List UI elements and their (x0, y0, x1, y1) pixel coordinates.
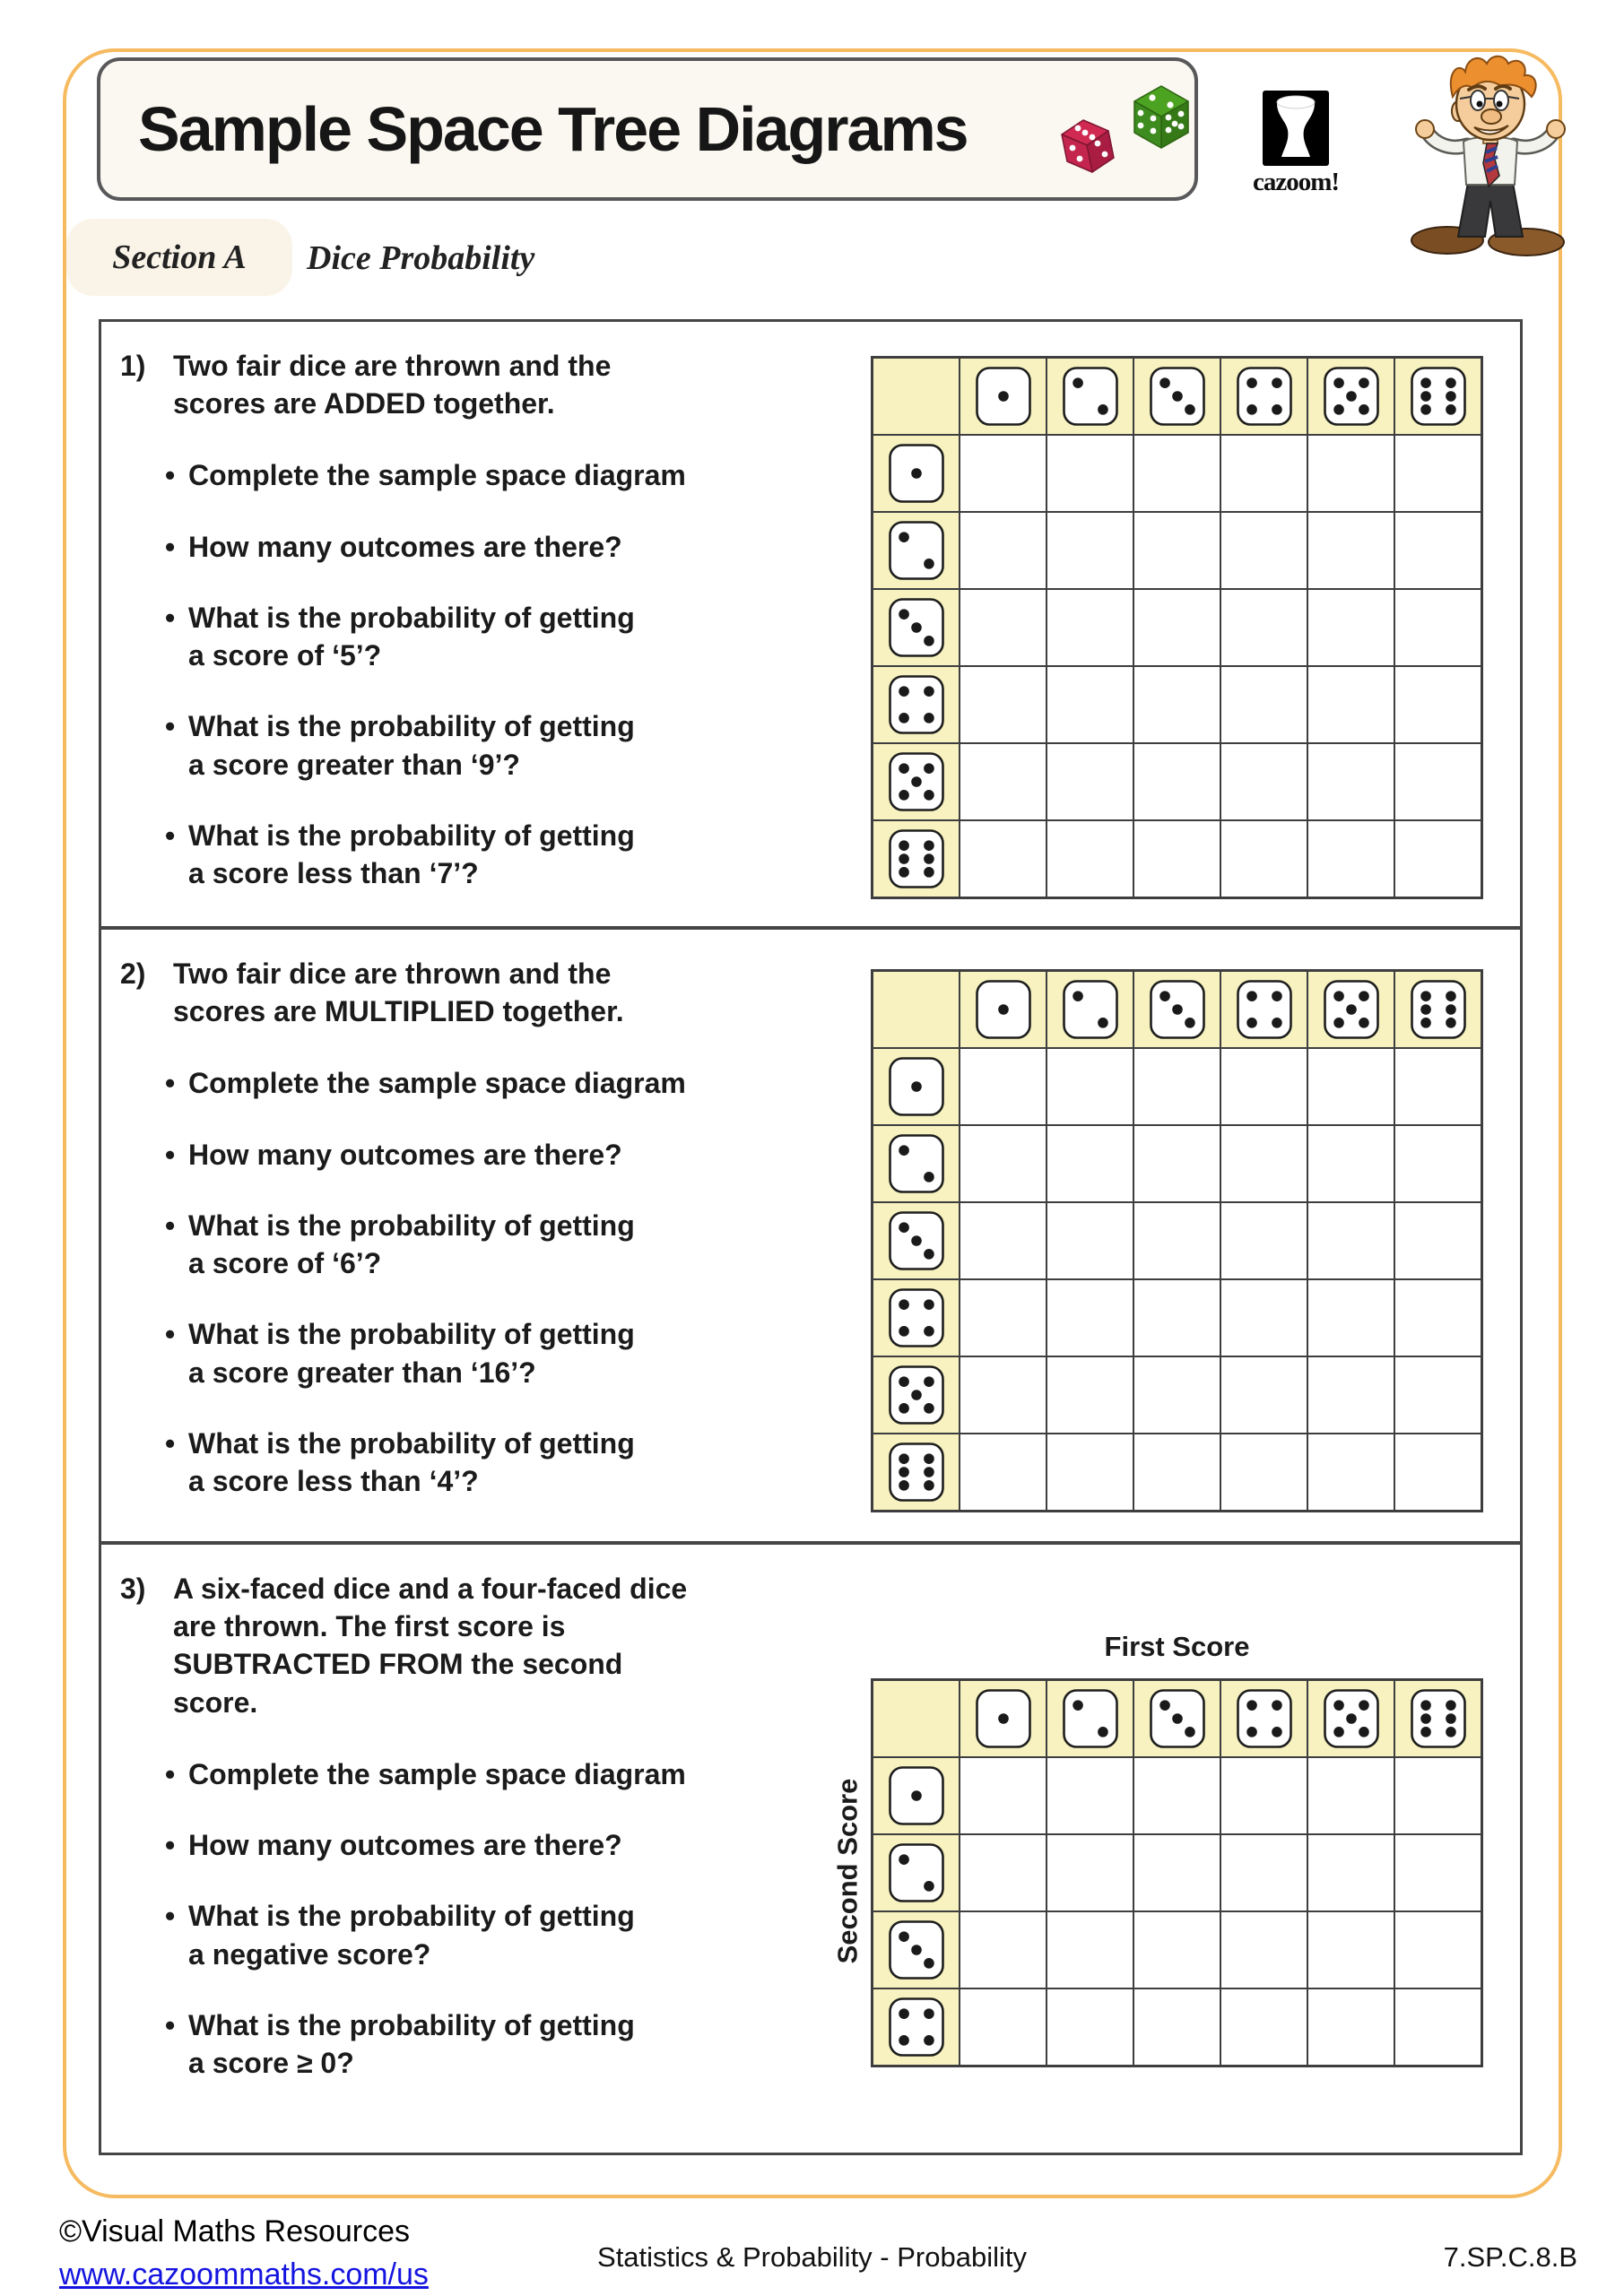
grid-corner-cell (873, 358, 960, 435)
answer-cell[interactable] (1220, 1125, 1307, 1202)
answer-cell[interactable] (1394, 589, 1481, 666)
answer-cell[interactable] (1220, 1048, 1307, 1125)
column-header-die-1 (960, 358, 1046, 435)
question-3 (101, 1541, 1520, 2153)
column-header-die-6 (1394, 971, 1481, 1048)
answer-cell[interactable] (1220, 589, 1307, 666)
bullet-item: • How many outcomes are there? (165, 1826, 703, 1864)
column-header-die-1 (960, 1680, 1046, 1757)
answer-cell[interactable] (1394, 666, 1481, 743)
answer-cell[interactable] (1046, 1202, 1133, 1279)
answer-cell[interactable] (1394, 820, 1481, 897)
answer-cell[interactable] (1220, 820, 1307, 897)
bullet-item: • What is the probability of getting a score greater than ‘9’? (165, 707, 703, 783)
die-face-2-icon (1063, 1689, 1118, 1748)
row-header-die-3 (873, 1202, 960, 1279)
question-intro: Two fair dice are thrown and the scores are MULTIPLIED together. (173, 957, 624, 1028)
question-3-bullets (165, 1755, 730, 2082)
die-face-1-icon (889, 444, 944, 503)
answer-cell[interactable] (1133, 1988, 1220, 2066)
die-face-2-icon (1063, 367, 1118, 426)
question-intro: Two fair dice are thrown and the scores are ADDED together. (173, 350, 612, 420)
answer-cell[interactable] (1046, 1911, 1133, 1988)
question-3-text (120, 1570, 730, 2115)
sample-space-table (871, 356, 1483, 899)
grid-corner-cell (873, 1680, 960, 1757)
die-face-6-icon (1411, 1689, 1466, 1748)
section-label: Section A (112, 238, 247, 276)
answer-cell[interactable] (1133, 1434, 1220, 1511)
answer-cell[interactable] (1220, 1988, 1307, 2066)
column-header-die-6 (1394, 358, 1481, 435)
row-header-die-5 (873, 743, 960, 820)
answer-cell[interactable] (1133, 1757, 1220, 1834)
cartoon-character (1401, 52, 1580, 258)
cazoom-logo (1241, 90, 1350, 197)
die-face-2-icon (889, 521, 944, 580)
answer-cell[interactable] (1220, 435, 1307, 512)
answer-cell[interactable] (1307, 820, 1394, 897)
die-face-3-icon (1150, 367, 1205, 426)
grid-corner-cell (873, 971, 960, 1048)
answer-cell[interactable] (1133, 435, 1220, 512)
answer-cell[interactable] (1046, 1757, 1133, 1834)
row-header-die-2 (873, 512, 960, 589)
die-face-3-icon (889, 598, 944, 657)
djembe-drum-icon (1262, 90, 1330, 167)
answer-cell[interactable] (1133, 1202, 1220, 1279)
die-face-5-icon (1324, 1689, 1379, 1748)
answer-cell[interactable] (1220, 1834, 1307, 1911)
answer-cell[interactable] (1046, 1434, 1133, 1511)
row-header-die-1 (873, 435, 960, 512)
answer-cell[interactable] (960, 589, 1046, 666)
column-header-die-5 (1307, 971, 1394, 1048)
answer-cell[interactable] (1133, 1356, 1220, 1434)
answer-cell[interactable] (1307, 435, 1394, 512)
answer-cell[interactable] (960, 435, 1046, 512)
answer-cell[interactable] (1307, 589, 1394, 666)
row-header-die-6 (873, 820, 960, 897)
answer-cell[interactable] (1394, 1279, 1481, 1356)
answer-cell[interactable] (1307, 1048, 1394, 1125)
answer-cell[interactable] (1046, 435, 1133, 512)
answer-cell[interactable] (1307, 1988, 1394, 2066)
answer-cell[interactable] (1133, 1911, 1220, 1988)
column-header-die-2 (1046, 1680, 1133, 1757)
question-2-text (120, 955, 730, 1533)
answer-cell[interactable] (1307, 1202, 1394, 1279)
answer-cell[interactable] (1046, 1356, 1133, 1434)
die-face-6-icon (1411, 980, 1466, 1039)
die-face-2-icon (1063, 980, 1118, 1039)
sample-space-grid-1 (871, 356, 1483, 899)
sample-space-table (871, 1678, 1483, 2067)
column-header-die-2 (1046, 358, 1133, 435)
answer-cell[interactable] (1394, 1202, 1481, 1279)
row-header-die-1 (873, 1048, 960, 1125)
answer-cell[interactable] (1046, 589, 1133, 666)
website-link[interactable]: www.cazoommaths.com/us (59, 2257, 429, 2292)
answer-cell[interactable] (1220, 1202, 1307, 1279)
row-header-die-2 (873, 1125, 960, 1202)
question-number: 3) (120, 1573, 146, 1605)
answer-cell[interactable] (1307, 743, 1394, 820)
first-score-axis-label: First Score (1104, 1631, 1250, 1662)
answer-cell[interactable] (1133, 1125, 1220, 1202)
column-header-die-1 (960, 971, 1046, 1048)
question-1 (101, 322, 1520, 926)
copyright-text: ©Visual Maths Resources (59, 2214, 411, 2248)
die-face-1-icon (976, 1689, 1031, 1748)
die-face-5-icon (1324, 367, 1379, 426)
answer-cell[interactable] (1394, 1911, 1481, 1988)
bullet-item: • What is the probability of getting a score of ‘6’? (165, 1207, 703, 1282)
answer-cell[interactable] (1307, 1911, 1394, 1988)
page-title: Sample Space Tree Diagrams (138, 94, 968, 164)
bullet-item: • Complete the sample space diagram (165, 1064, 703, 1102)
row-header-die-3 (873, 589, 960, 666)
answer-cell[interactable] (1394, 1434, 1481, 1511)
answer-cell[interactable] (1046, 743, 1133, 820)
answer-cell[interactable] (1394, 1757, 1481, 1834)
question-1-bullets (165, 456, 730, 892)
answer-cell[interactable] (960, 1279, 1046, 1356)
two-dice-icon (1040, 74, 1220, 192)
die-face-6-icon (889, 1443, 944, 1502)
answer-cell[interactable] (1133, 820, 1220, 897)
answer-cell[interactable] (960, 1757, 1046, 1834)
die-face-1-icon (889, 1766, 944, 1825)
column-header-die-3 (1133, 1680, 1220, 1757)
answer-cell[interactable] (1133, 1834, 1220, 1911)
answer-cell[interactable] (960, 666, 1046, 743)
sample-space-grid-2 (871, 969, 1483, 1512)
die-face-3-icon (889, 1211, 944, 1270)
answer-cell[interactable] (1046, 1125, 1133, 1202)
answer-cell[interactable] (1046, 1048, 1133, 1125)
bullet-item: • How many outcomes are there? (165, 528, 703, 566)
die-face-5-icon (1324, 980, 1379, 1039)
answer-cell[interactable] (1220, 1757, 1307, 1834)
die-face-3-icon (1150, 980, 1205, 1039)
answer-cell[interactable] (1133, 666, 1220, 743)
answer-cell[interactable] (1220, 1356, 1307, 1434)
sample-space-table (871, 969, 1483, 1512)
answer-cell[interactable] (1394, 1356, 1481, 1434)
die-face-1-icon (889, 1057, 944, 1116)
section-label-pill (66, 219, 292, 296)
answer-cell[interactable] (960, 1434, 1046, 1511)
answer-cell[interactable] (1307, 1356, 1394, 1434)
answer-cell[interactable] (1220, 666, 1307, 743)
answer-cell[interactable] (1133, 589, 1220, 666)
row-header-die-6 (873, 1434, 960, 1511)
bullet-item: • Complete the sample space diagram (165, 1755, 703, 1793)
bullet-item: • What is the probability of getting a score less than ‘7’? (165, 817, 703, 892)
die-face-4-icon (889, 675, 944, 734)
questions-panel (99, 319, 1523, 2155)
answer-cell[interactable] (1046, 512, 1133, 589)
answer-cell[interactable] (960, 1911, 1046, 1988)
answer-cell[interactable] (1394, 435, 1481, 512)
die-face-1-icon (976, 980, 1031, 1039)
answer-cell[interactable] (1394, 512, 1481, 589)
answer-cell[interactable] (960, 1125, 1046, 1202)
answer-cell[interactable] (1046, 820, 1133, 897)
cazoom-logo-text: cazoom! (1252, 168, 1340, 196)
answer-cell[interactable] (1046, 1834, 1133, 1911)
bullet-item: • How many outcomes are there? (165, 1136, 703, 1174)
footer-standard-code: 7.SP.C.8.B (1443, 2241, 1577, 2273)
die-face-4-icon (889, 1997, 944, 2057)
answer-cell[interactable] (1133, 743, 1220, 820)
answer-cell[interactable] (960, 1356, 1046, 1434)
die-face-6-icon (1411, 367, 1466, 426)
column-header-die-6 (1394, 1680, 1481, 1757)
column-header-die-3 (1133, 358, 1220, 435)
die-face-2-icon (889, 1843, 944, 1902)
question-number: 2) (120, 957, 146, 990)
question-number: 1) (120, 350, 146, 382)
answer-cell[interactable] (1307, 1757, 1394, 1834)
answer-cell[interactable] (1220, 743, 1307, 820)
die-face-5-icon (889, 752, 944, 811)
die-face-1-icon (976, 367, 1031, 426)
row-header-die-2 (873, 1834, 960, 1911)
answer-cell[interactable] (960, 512, 1046, 589)
answer-cell[interactable] (1307, 512, 1394, 589)
answer-cell[interactable] (1307, 1834, 1394, 1911)
answer-cell[interactable] (960, 743, 1046, 820)
answer-cell[interactable] (1133, 1279, 1220, 1356)
answer-cell[interactable] (960, 1048, 1046, 1125)
die-face-4-icon (1237, 367, 1292, 426)
answer-cell[interactable] (1394, 1125, 1481, 1202)
column-header-die-4 (1220, 1680, 1307, 1757)
title-banner (97, 57, 1340, 201)
sample-space-grid-3 (871, 1678, 1483, 2067)
answer-cell[interactable] (1133, 512, 1220, 589)
die-face-3-icon (1150, 1689, 1205, 1748)
die-face-4-icon (889, 1288, 944, 1347)
second-score-axis-label: Second Score (831, 1778, 863, 1964)
question-2-bullets (165, 1064, 730, 1500)
answer-cell[interactable] (1307, 1434, 1394, 1511)
answer-cell[interactable] (960, 1202, 1046, 1279)
answer-cell[interactable] (1394, 1048, 1481, 1125)
question-intro: A six-faced dice and a four-faced dice are thrown. The first score is SUBTRACTED FROM the second score. (173, 1573, 688, 1719)
column-header-die-4 (1220, 358, 1307, 435)
answer-cell[interactable] (1307, 1279, 1394, 1356)
bullet-item: • What is the probability of getting a score ≥ 0? (165, 2006, 703, 2082)
die-face-3-icon (889, 1920, 944, 1980)
column-header-die-5 (1307, 1680, 1394, 1757)
row-header-die-4 (873, 1279, 960, 1356)
die-face-2-icon (889, 1134, 944, 1193)
column-header-die-2 (1046, 971, 1133, 1048)
answer-cell[interactable] (1046, 1279, 1133, 1356)
answer-cell[interactable] (1394, 1834, 1481, 1911)
answer-cell[interactable] (960, 1834, 1046, 1911)
column-header-die-5 (1307, 358, 1394, 435)
die-face-6-icon (889, 829, 944, 888)
question-1-text (120, 347, 730, 925)
die-face-4-icon (1237, 1689, 1292, 1748)
answer-cell[interactable] (1220, 1911, 1307, 1988)
answer-cell[interactable] (1220, 1434, 1307, 1511)
answer-cell[interactable] (1307, 1125, 1394, 1202)
bullet-item: • What is the probability of getting a score greater than ‘16’? (165, 1315, 703, 1391)
question-2 (101, 926, 1520, 1541)
bullet-item: • What is the probability of getting a score less than ‘4’? (165, 1425, 703, 1500)
row-header-die-4 (873, 1988, 960, 2066)
column-header-die-4 (1220, 971, 1307, 1048)
answer-cell[interactable] (960, 820, 1046, 897)
row-header-die-4 (873, 666, 960, 743)
row-header-die-5 (873, 1356, 960, 1434)
answer-cell[interactable] (960, 1988, 1046, 2066)
row-header-die-3 (873, 1911, 960, 1988)
answer-cell[interactable] (1046, 666, 1133, 743)
row-header-die-1 (873, 1757, 960, 1834)
answer-cell[interactable] (1307, 666, 1394, 743)
bullet-item: • What is the probability of getting a score of ‘5’? (165, 599, 703, 674)
answer-cell[interactable] (1220, 1279, 1307, 1356)
footer-category: Statistics & Probability - Probability (597, 2241, 1027, 2273)
answer-cell[interactable] (1133, 1048, 1220, 1125)
die-face-5-icon (889, 1365, 944, 1425)
bullet-item: • What is the probability of getting a negative score? (165, 1897, 703, 1972)
bullet-item: • Complete the sample space diagram (165, 456, 703, 494)
answer-cell[interactable] (1394, 1988, 1481, 2066)
answer-cell[interactable] (1046, 1988, 1133, 2066)
answer-cell[interactable] (1220, 512, 1307, 589)
answer-cell[interactable] (1394, 743, 1481, 820)
section-topic: Dice Probability (307, 239, 535, 277)
die-face-4-icon (1237, 980, 1292, 1039)
column-header-die-3 (1133, 971, 1220, 1048)
